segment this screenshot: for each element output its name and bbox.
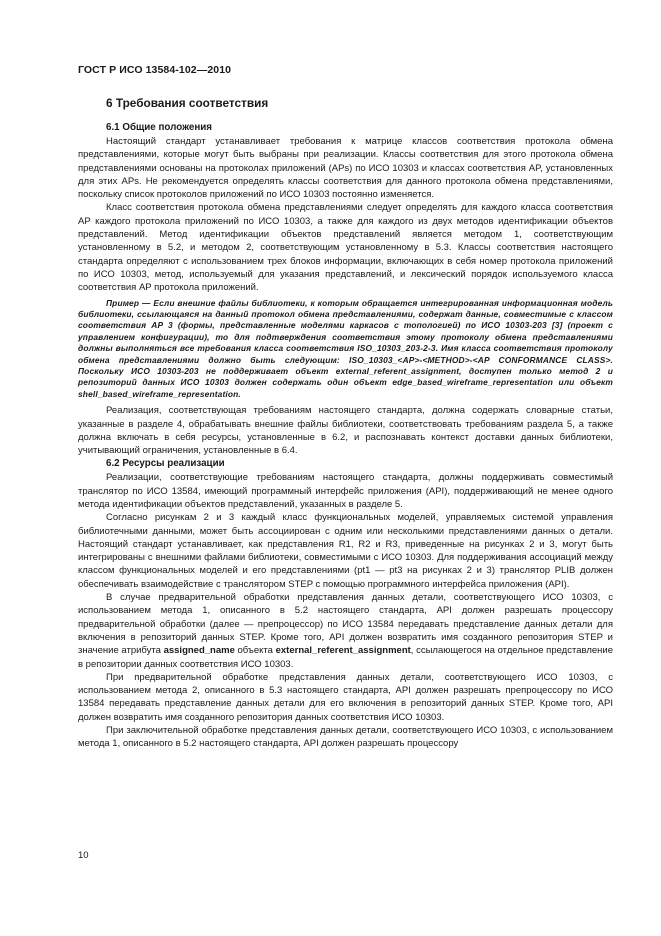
paragraph-6-1-a: Настоящий стандарт устанавливает требования к матрице классов соответствия протокола обмена представлениями, которые могут быть выбраны при реализации. Классы соответствия для этого протокола обмена представлениями основаны на протоколах приложений (APs) по ИСО 10303 и классах соответствия AP, установленных для этих APs. Не рекомендуется определять классы соответствия для данного протокола обмена представлениями, поскольку список протоколов приложений по ИСО 10303 постоянно изменяется. [78,136,613,201]
paragraph-6-2-c [78,591,613,671]
paragraph-6-2-c-text-3: , ссылающегося на отдельное представление в репозитории данных соответствия ИСО 10303. [78,645,613,670]
paragraph-6-2-d: При предварительной обработке представления данных детали, соответствующего ИСО 10303, с использованием метода 2, описанного в 5.3 настоящего стандарта, API должен разрешать препроцессору по ИСО 13584 передавать представление данных детали для его включения в репозиторий данных STEP. Кроме того, API должен возвратить имя созданного репозитория данных соответствия ИСО 10303. [78,671,613,723]
section-6-1-title: 6.1 Общие положения [106,122,213,133]
paragraph-6-1-c: Реализация, соответствующая требованиям настоящего стандарта, должна содержать словарные статьи, указанные в разделе 4, обрабатывать внешние файлы библиотеки, соответствовать требованиям раздела 5, а также должна включать в себя ресурсы, установленные в 6.2, и распознавать контекст доставки данных библиотеки, учитывающий ограничения, установленные в 6.4. [78,405,613,457]
paragraph-6-2-b: Согласно рисункам 2 и 3 каждый класс функциональных моделей, управляемых системой управления библиотечными данными, может быть ассоциирован с одним или несколькими представлениями данных о детали. Настоящий стандарт устанавливает, как представления R1, R2 и R3, приведенные на рисунках 2 и 3, могут быть интегрированы с внешними файлами библиотеки, совместимыми с ИСО 10303. Для поддерживания ассоциаций между классом функциональных моделей и его представлениями (pt1 — pt3 на рисунках 2 и 3) транслятор PLIB должен обеспечивать взаимодействие с транслятором STEP с помощью программного интерфейса приложения (API). [78,512,613,590]
document-header: ГОСТ Р ИСО 13584-102—2010 [78,64,232,76]
paragraph-6-2-a: Реализации, соответствующие требованиям настоящего стандарта, должны поддерживать совместимый транслятор по ИСО 13584, имеющий программный интерфейс приложения (API), поддерживающий не менее одного метода идентификации объектов представлений, указанных в разделе 5. [78,472,613,510]
paragraph-6-2-c-text-2: объекта [234,645,276,657]
paragraph-6-2-e: При заключительной обработке представления данных детали, соответствующего ИСО 10303, с использованием метода 1, описанного в 5.2 настоящего стандарта, API должен разрешать процессору [78,725,613,750]
section-6-title: 6 Требования соответствия [106,96,269,110]
example-note: Пример — Если внешние файлы библиотеки, к которым обращается интегрированная информационная модель библиотеки, ссылающаяся на данный протокол обмена представлениями, содержат данные, совместимые с классом соответствия AP 3 (формы, представленные моделями каркасов с топологией) по ИСО 10303-203 [3] (проект с управлением конфигурации), то для подтверждения соответствия этому протоколу обмена представлениями должны выполняться все требования класса соответствия ISO_10303_203-2-3. Имя класса соответствия протоколу обмена представлениями должно быть следующим: ISO_10303_<AP>-<METHOD>-<AP CONFORMANCE CLASS>. Поскольку ИСО 10303-203 не поддерживает объект external_referent_assignment, доступен только метод 2 и репозиторий данных ИСО 10303 должен содержать один объект edge_based_wireframe_representation или объект shell_based_wireframe_representation. [78,297,613,399]
paragraph-6-2-c-text-1: В случае предварительной обработки представления данных детали, соответствующего ИСО 10303, с использованием метода 1, описанного в 5.2 настоящего стандарта, API должен разрешать процессору предварительной обработки (далее — препроцессор) по ИСО 13584 передавать представление данных детали для включения в репозиторий данных STEP. Кроме того, API должен возвратить имя созданного репозитория STEP и значение атрибута [78,592,613,657]
section-6-2-title: 6.2 Ресурсы реализации [106,458,225,470]
attribute-assigned-name: assigned_name [163,645,235,657]
page-content [78,96,613,751]
entity-external-referent-assignment: external_referent_assignment [275,645,411,657]
paragraph-6-1-b: Класс соответствия протокола обмена представлениями следует определять для каждого класса соответствия AP каждого протокола приложений по ИСО 10303, а также для каждого из двух методов идентификации объектов представлений. Метод идентификации объектов представлений является методом 1, соответствующим установленному в 5.2, и методом 2, соответствующим установленному в 5.3. Классы соответствия настоящего стандарта определяют с использованием трех блоков информации, включающих в себя номер протокола приложений по ИСО 10303, метод, используемый для указания представлений, и лексический порядок используемого класса соответствия AP протокола приложений. [78,202,613,294]
page-number: 10 [78,850,89,861]
